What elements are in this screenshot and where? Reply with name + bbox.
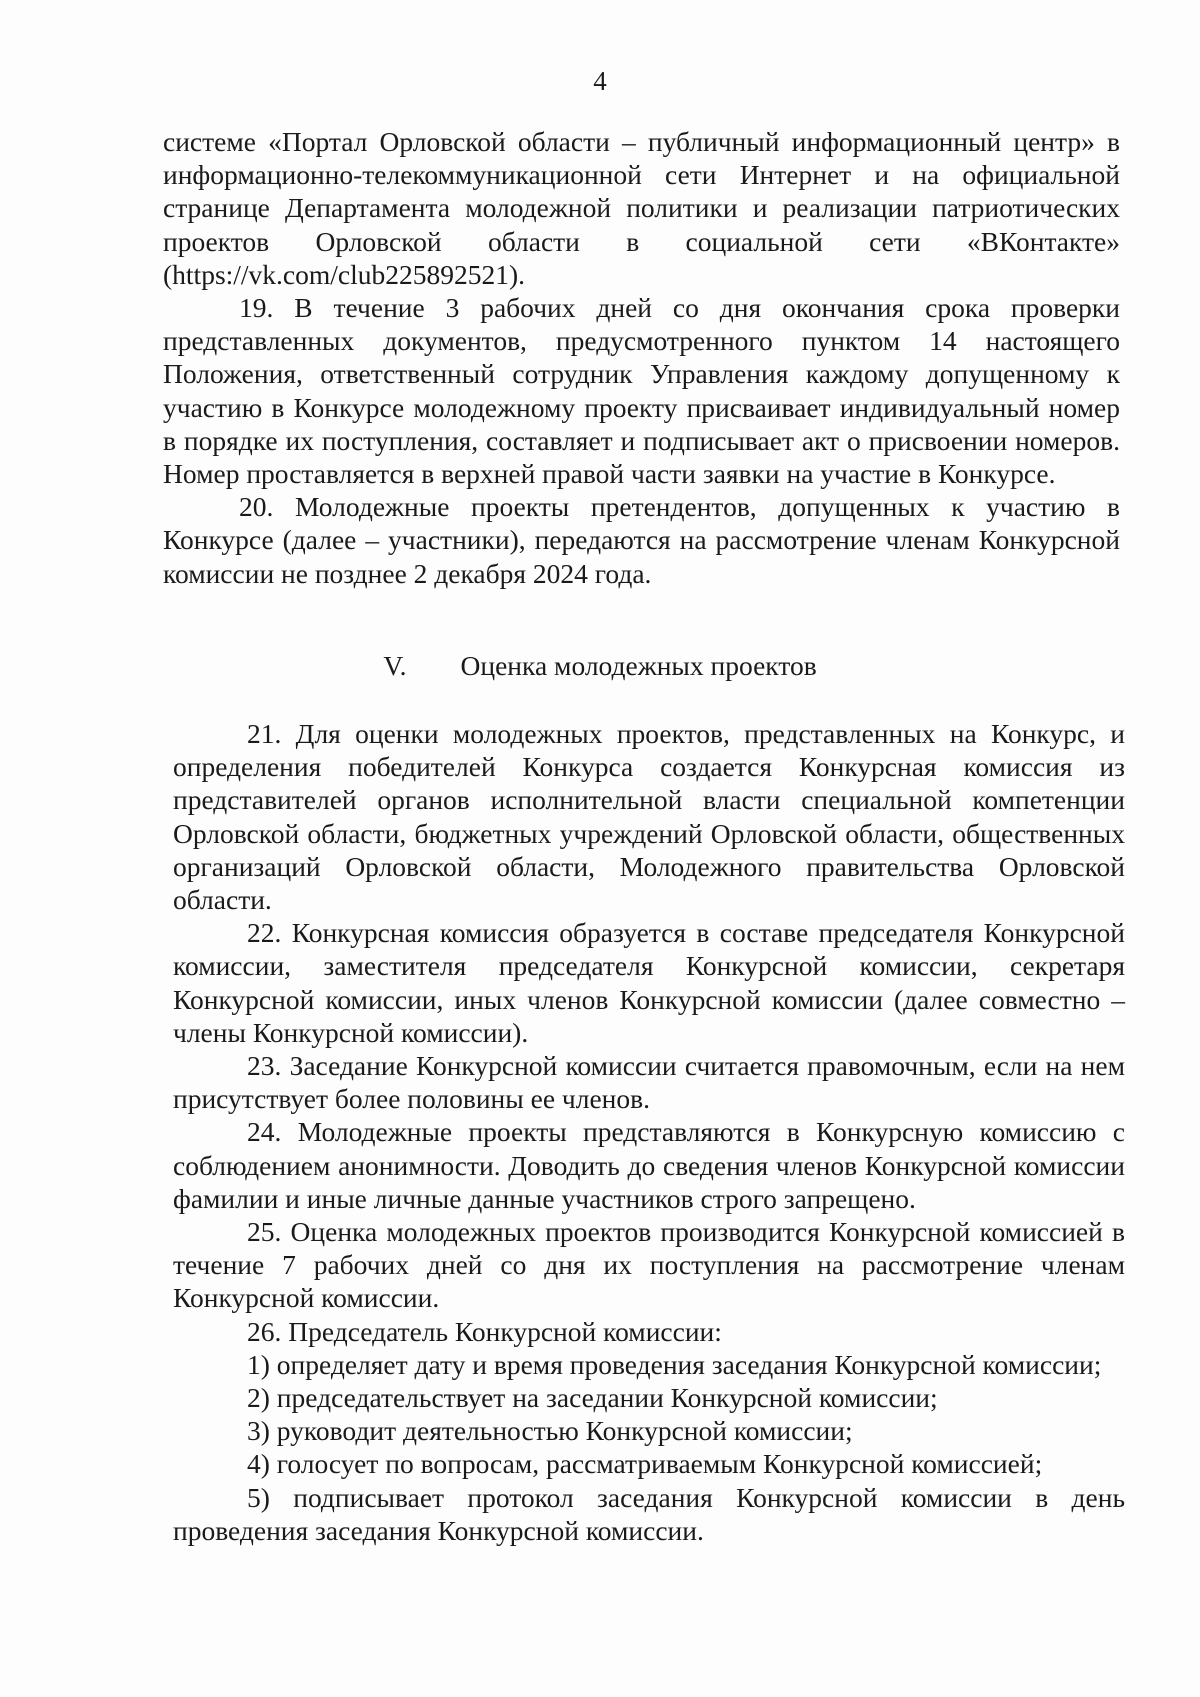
paragraph-23: 23. Заседание Конкурсной комиссии считается правомочным, если на нем присутствует более половины ее членов.	[173, 1050, 1125, 1115]
paragraph-21: 21. Для оценки молодежных проектов, представленных на Конкурс, и определения победителей Конкурса создается Конкурсная комиссия из представителей органов исполнительной власти специальной компетенции Орловской области, бюджетных учреждений Орловской области, общественных организаций Орловской области, Молодежного правительства Орловской области.	[173, 718, 1125, 916]
text-block-lower	[173, 717, 1125, 1547]
paragraph-20: 20. Молодежные проекты претендентов, допущенных к участию в Конкурсе (далее – участники), передаются на рассмотрение членам Конкурсной комиссии не позднее 2 декабря 2024 года.	[163, 491, 1120, 589]
list-item: 2) председательствует на заседании Конкурсной комиссии;	[247, 1382, 938, 1414]
paragraph-22: 22. Конкурсная комиссия образуется в составе председателя Конкурсной комиссии, заместителя председателя Конкурсной комиссии, секретаря Конкурсной комиссии, иных членов Конкурсной комиссии (далее совместно – члены Конкурсной комиссии).	[173, 917, 1125, 1048]
section-number: V.	[383, 650, 407, 681]
section-heading	[0, 650, 1200, 682]
paragraph-continuation: системе «Портал Орловской области – публичный информационный центр» в информационно-телекоммуникационной сети Интернет и на официальной странице Департамента молодежной политики и реализации патриотических проектов Орловской области в социальной сети «ВКонтакте» (https://vk.com/club225892521).	[163, 126, 1120, 290]
paragraph-19: 19. В течение 3 рабочих дней со дня окончания срока проверки представленных документов, предусмотренного пунктом 14 настоящего Положения, ответственный сотрудник Управления каждому допущенному к участию в Конкурсе молодежному проекту присваивает индивидуальный номер в порядке их поступления, составляет и подписывает акт о присвоении номеров. Номер проставляется в верхней правой части заявки на участие в Конкурсе.	[163, 292, 1120, 490]
list-item: 4) голосует по вопросам, рассматриваемым Конкурсной комиссией;	[247, 1448, 1043, 1480]
page-number: 4	[593, 66, 607, 96]
text-block-upper	[163, 125, 1120, 590]
paragraph-26: 26. Председатель Конкурсной комиссии:	[247, 1315, 722, 1347]
section-title: Оценка молодежных проектов	[460, 650, 817, 681]
paragraph-25: 25. Оценка молодежных проектов производится Конкурсной комиссией в течение 7 рабочих дней со дня их поступления на рассмотрение членам Конкурсной комиссии.	[173, 1216, 1125, 1314]
list-item: 5) подписывает протокол заседания Конкурсной комиссии в день проведения заседания Конкурсной комиссии.	[173, 1481, 1125, 1546]
list-item: 1) определяет дату и время проведения заседания Конкурсной комиссии;	[247, 1348, 1102, 1380]
paragraph-24: 24. Молодежные проекты представляются в Конкурсную комиссию с соблюдением анонимности. Доводить до сведения членов Конкурсной комиссии фамилии и иные личные данные участников строго запрещено.	[173, 1116, 1125, 1214]
list-item: 3) руководит деятельностью Конкурсной комиссии;	[247, 1415, 853, 1447]
